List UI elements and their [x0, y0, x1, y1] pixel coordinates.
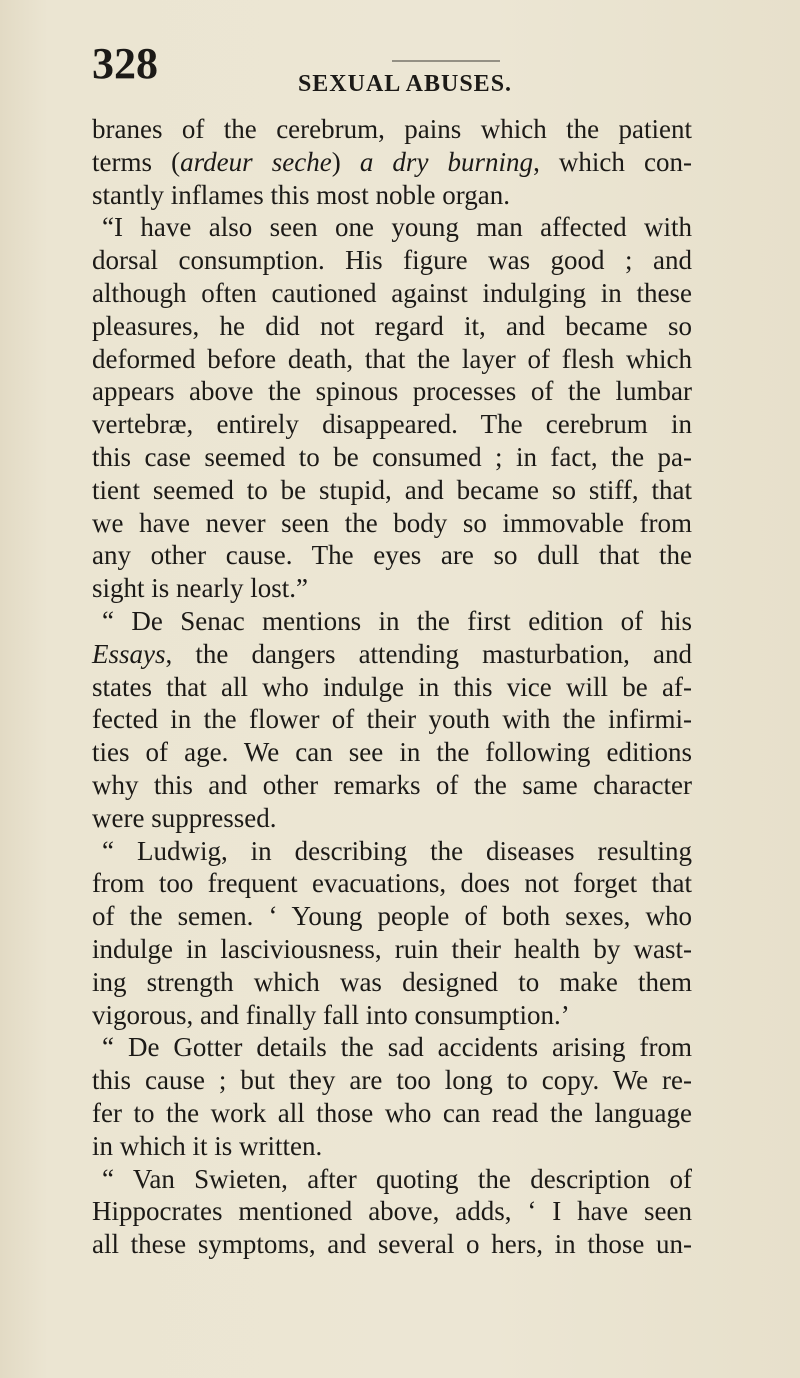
text-segment: , the dangers attending masturbation, and: [165, 638, 692, 669]
text-segment: , which con-: [533, 146, 693, 177]
text-segment: any other cause. The eyes are so dull that the: [92, 540, 692, 571]
text-line: [92, 539, 692, 572]
text-segment: although often cautioned against indulging in these: [92, 277, 692, 308]
text-line: [92, 1031, 692, 1064]
text-line: [92, 572, 692, 605]
text-segment: we have never seen the body so immovable from: [92, 507, 692, 538]
text-segment: Hippocrates mentioned above, adds, ‘ I have seen: [92, 1196, 692, 1227]
text-segment: stantly inflames this most noble organ.: [92, 179, 510, 210]
text-line: [92, 1228, 692, 1261]
text-segment: ): [331, 146, 360, 177]
text-line: [92, 671, 692, 704]
text-segment: appears above the spinous processes of the lumbar: [92, 376, 692, 407]
text-line: [92, 605, 692, 638]
text-line: [92, 638, 692, 671]
text-segment: indulge in lasciviousness, ruin their health by wast-: [92, 933, 692, 964]
text-line: [92, 244, 692, 277]
text-segment: ties of age. We can see in the following editions: [92, 737, 692, 768]
text-line: [92, 1097, 692, 1130]
text-segment: this cause ; but they are too long to copy. We re-: [92, 1065, 692, 1096]
text-line: [92, 1130, 692, 1163]
text-line: [92, 310, 692, 343]
text-line: [92, 343, 692, 376]
text-segment: vigorous, and finally fall into consumption.’: [92, 999, 570, 1030]
text-segment: all these symptoms, and several o hers, in those un-: [92, 1229, 692, 1260]
text-line: [92, 703, 692, 736]
text-line: [92, 211, 692, 244]
text-line: [92, 802, 692, 835]
text-segment: were suppressed.: [92, 802, 277, 833]
text-segment: vertebræ, entirely disappeared. The cerebrum in: [92, 409, 692, 440]
text-line: [92, 474, 692, 507]
text-line: [92, 507, 692, 540]
text-segment: why this and other remarks of the same character: [92, 769, 692, 800]
text-segment: states that all who indulge in this vice will be af-: [92, 671, 692, 702]
text-line: [92, 375, 692, 408]
text-line: [92, 769, 692, 802]
text-line: [92, 1163, 692, 1196]
text-segment: branes of the cerebrum, pains which the patient: [92, 114, 692, 144]
text-segment: “ Ludwig, in describing the diseases resulting: [102, 835, 692, 866]
text-line: [92, 933, 692, 966]
body-text: [92, 113, 692, 1261]
text-line: [92, 1064, 692, 1097]
header-rule: [392, 60, 500, 62]
text-line: [92, 408, 692, 441]
text-segment: tient seemed to be stupid, and became so stiff, that: [92, 474, 692, 505]
text-line: [92, 736, 692, 769]
text-segment: “ Van Swieten, after quoting the description of: [102, 1163, 692, 1194]
text-line: [92, 835, 692, 868]
text-segment: this case seemed to be consumed ; in fact, the pa-: [92, 441, 692, 472]
text-line: [92, 1195, 692, 1228]
text-segment: fected in the flower of their youth with the infirmi-: [92, 704, 692, 735]
text-line: [92, 113, 692, 146]
text-segment: from too frequent evacuations, does not forget that: [92, 868, 692, 899]
page-number: 328: [92, 39, 158, 88]
text-segment: sight is nearly lost.”: [92, 573, 308, 604]
text-line: [92, 146, 692, 179]
text-line: [92, 867, 692, 900]
text-segment: “ De Gotter details the sad accidents arising from: [102, 1032, 692, 1063]
text-segment: “I have also seen one young man affected with: [102, 212, 692, 243]
text-segment: of the semen. ‘ Young people of both sexes, who: [92, 901, 692, 932]
text-line: [92, 277, 692, 310]
text-line: [92, 441, 692, 474]
page-header: [0, 39, 800, 102]
text-line: [92, 999, 692, 1032]
italic-text: ardeur seche: [180, 146, 332, 177]
italic-text: Essays: [92, 638, 166, 669]
text-segment: ing strength which was designed to make them: [92, 966, 692, 997]
text-segment: terms (: [92, 146, 181, 177]
text-segment: fer to the work all those who can read the language: [92, 1097, 692, 1128]
text-segment: pleasures, he did not regard it, and became so: [92, 310, 692, 341]
italic-text: a dry burning: [359, 146, 534, 177]
text-line: [92, 900, 692, 933]
text-line: [92, 179, 692, 212]
text-segment: in which it is written.: [92, 1130, 323, 1161]
text-segment: deformed before death, that the layer of flesh which: [92, 343, 692, 374]
text-line: [92, 966, 692, 999]
text-segment: dorsal consumption. His figure was good ; and: [92, 245, 692, 276]
running-head: SEXUAL ABUSES.: [297, 71, 513, 97]
text-segment: “ De Senac mentions in the first edition of his: [102, 605, 692, 636]
